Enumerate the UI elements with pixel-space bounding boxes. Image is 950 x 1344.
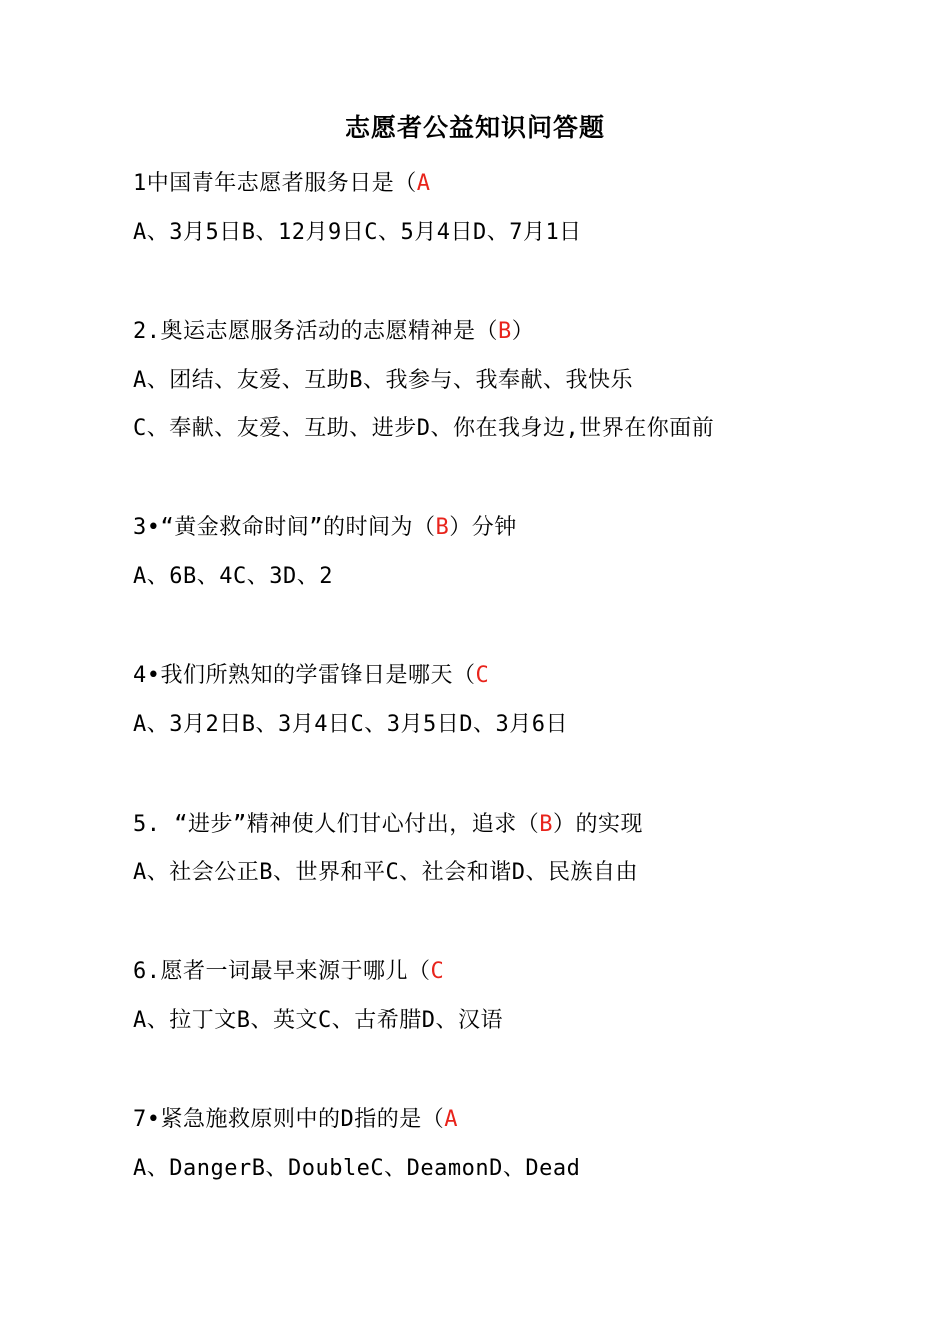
question-stem-text: 6.愿者一词最早来源于哪儿（: [133, 959, 431, 984]
question-1-stem: [133, 168, 431, 200]
answer-mark: C: [475, 663, 490, 688]
page-title: 志愿者公益知识问答题: [344, 113, 605, 142]
question-5-options: A、社会公正B、世界和平C、社会和谐D、民族自由: [133, 860, 638, 885]
question-1-options: A、3月5日B、12月9日C、5月4日D、7月1日: [133, 220, 582, 245]
question-2-stem: [133, 316, 534, 348]
question-stem-text: 5. “进步”精神使人们甘心付出，追求（: [133, 812, 540, 837]
question-6-stem: [133, 956, 444, 988]
question-stem-tail: ）的实现: [552, 812, 643, 837]
question-stem-text: 2.奥运志愿服务活动的志愿精神是（: [133, 319, 498, 344]
answer-mark: B: [435, 515, 450, 540]
question-3-options: A、6B、4C、3D、2: [133, 564, 333, 589]
question-stem-tail: ）: [511, 319, 535, 344]
question-5-stem: [133, 809, 643, 841]
question-2-options-line-1: A、团结、友爱、互助B、我参与、我奉献、我快乐: [133, 368, 633, 393]
answer-mark: B: [539, 812, 553, 837]
question-7-stem: [133, 1104, 458, 1136]
question-6-options: A、拉丁文B、英文C、古希腊D、汉语: [133, 1008, 503, 1033]
question-stem-text: 7•紧急施救原则中的D指的是（: [133, 1107, 445, 1132]
question-stem-text: 3•“黄金救命时间”的时间为（: [133, 515, 436, 540]
question-7-options: A、DangerB、DoubleC、DeamonD、Dead: [133, 1156, 581, 1181]
question-stem-text: 4•我们所熟知的学雷锋日是哪天（: [133, 663, 476, 688]
question-3-stem: [133, 512, 517, 544]
answer-mark: B: [498, 319, 512, 344]
question-2-options-line-2: C、奉献、友爱、互助、进步D、你在我身边,世界在你面前: [133, 416, 715, 441]
question-stem-tail: ）分钟: [449, 515, 517, 540]
question-4-stem: [133, 660, 489, 692]
question-stem-text: 1中国青年志愿者服务日是（: [133, 171, 417, 196]
question-4-options: A、3月2日B、3月4日C、3月5日D、3月6日: [133, 712, 568, 737]
answer-mark: C: [430, 959, 445, 984]
answer-mark: A: [416, 171, 431, 196]
answer-mark: A: [444, 1107, 458, 1132]
